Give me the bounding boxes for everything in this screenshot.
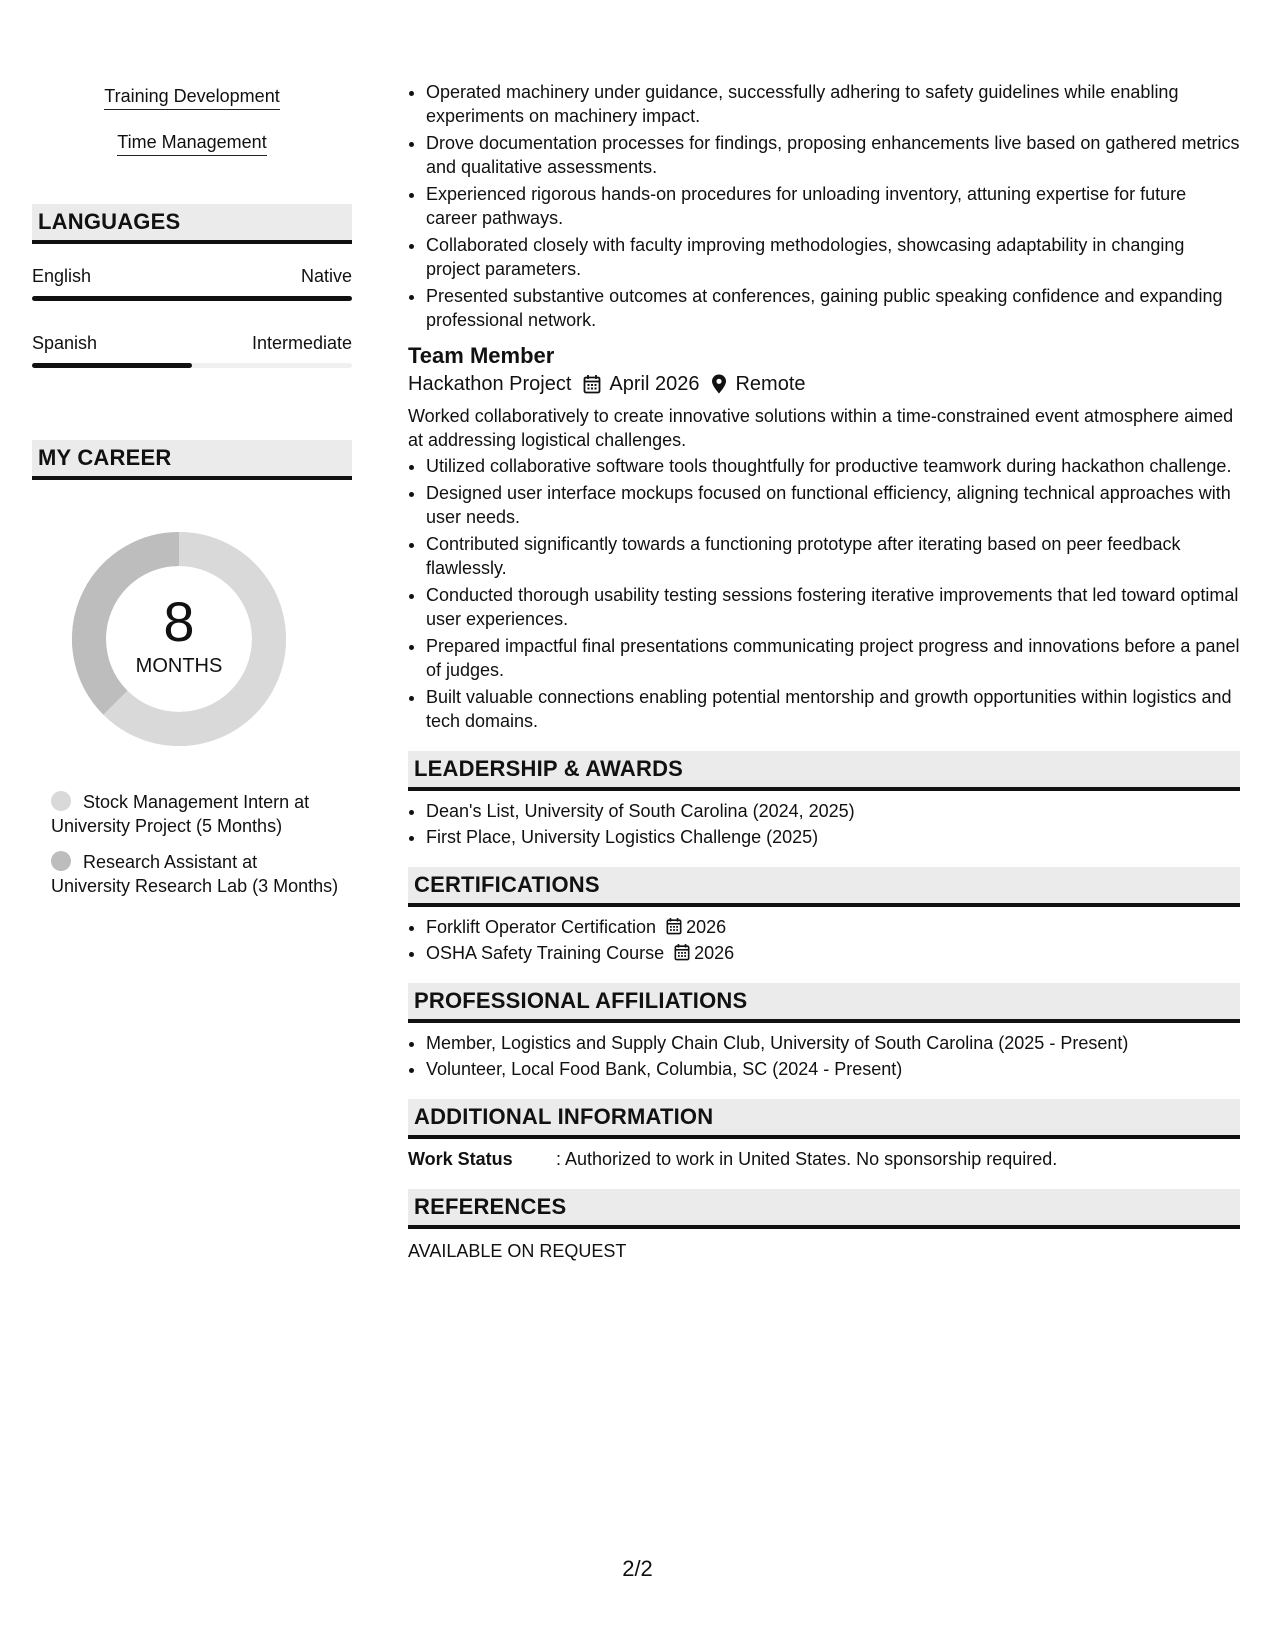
- job-description: Worked collaboratively to create innovative solutions within a time-constrained event atmosphere aimed at addressing logistical challenges.: [408, 406, 1234, 450]
- language-proficiency-bar: [32, 296, 352, 301]
- right-column: [408, 80, 1240, 1263]
- affiliations-heading: PROFESSIONAL AFFILIATIONS: [408, 983, 1240, 1023]
- list-item: • Dean's List, University of South Carolina (2024, 2025): [426, 799, 1240, 823]
- legend-dot: [51, 791, 71, 811]
- job-meta: [408, 370, 1240, 398]
- language-proficiency-fill: [32, 296, 352, 301]
- languages-section: [32, 204, 352, 368]
- certification-name: OSHA Safety Training Course: [426, 943, 665, 963]
- certifications-heading: CERTIFICATIONS: [408, 867, 1240, 907]
- language-name: Spanish: [32, 333, 98, 353]
- legend-dot: [51, 851, 71, 871]
- references-heading: REFERENCES: [408, 1189, 1240, 1229]
- list-item: • Collaborated closely with faculty improving methodologies, showcasing adaptability in changing project parameters.: [426, 233, 1240, 281]
- additional-info-heading: ADDITIONAL INFORMATION: [408, 1099, 1240, 1139]
- list-item: • Contributed significantly towards a functioning prototype after iterating based on peer feedback flawlessly.: [426, 532, 1240, 580]
- career-legend-label: Stock Management Intern at University Project (5 Months): [51, 792, 310, 836]
- list-item: • Operated machinery under guidance, successfully adhering to safety guidelines while enabling experiments on machinery impact.: [426, 80, 1240, 128]
- left-column: [32, 84, 352, 910]
- list-item: • Conducted thorough usability testing sessions fostering iterative improvements that led toward optimal user experiences.: [426, 583, 1240, 631]
- language-item-english: [32, 264, 352, 301]
- language-row: [32, 331, 352, 355]
- language-proficiency-fill: [32, 363, 192, 368]
- language-level: Native: [300, 266, 352, 286]
- affiliations-section: [408, 983, 1240, 1081]
- certification-year: 2026: [694, 943, 735, 963]
- references-section: [408, 1189, 1240, 1263]
- references-text: AVAILABLE ON REQUEST: [408, 1241, 627, 1261]
- certification-year: 2026: [686, 917, 727, 937]
- language-row: [32, 264, 352, 288]
- location-pin-icon: [711, 374, 727, 394]
- language-item-spanish: [32, 331, 352, 368]
- leadership-section: [408, 751, 1240, 849]
- list-item: • Built valuable connections enabling potential mentorship and growth opportunities within logistics and tech domains.: [426, 685, 1240, 733]
- list-item: [426, 941, 1240, 965]
- list-item: • Member, Logistics and Supply Chain Club, University of South Carolina (2025 - Present): [426, 1031, 1240, 1055]
- previous-job-bullets: [408, 80, 1240, 332]
- donut-center: [64, 524, 294, 754]
- language-proficiency-bar: [32, 363, 352, 368]
- leadership-heading: LEADERSHIP & AWARDS: [408, 751, 1240, 791]
- list-item: • Utilized collaborative software tools thoughtfully for productive teamwork during hackathon challenge.: [426, 454, 1240, 478]
- list-item: • Drove documentation processes for findings, proposing enhancements live based on gathered metrics and qualitative assessments.: [426, 131, 1240, 179]
- certifications-section: [408, 867, 1240, 965]
- calendar-icon: [583, 374, 601, 394]
- work-status-row: [408, 1147, 1240, 1171]
- career-legend: [32, 790, 341, 898]
- job-organization: Hackathon Project: [408, 373, 572, 395]
- list-item: [426, 915, 1240, 939]
- job-date: April 2026: [609, 373, 700, 395]
- certification-name: Forklift Operator Certification: [426, 917, 657, 937]
- list-item: • Volunteer, Local Food Bank, Columbia, SC (2024 - Present): [426, 1057, 1240, 1081]
- work-status-value: : Authorized to work in United States. No sponsorship required.: [556, 1149, 1058, 1169]
- language-level: Intermediate: [251, 333, 352, 353]
- page-number: 2/2: [622, 1556, 653, 1581]
- career-section: [32, 440, 352, 898]
- certifications-list: [408, 915, 1240, 965]
- list-item: • Designed user interface mockups focused on functional efficiency, aligning technical approaches with user needs.: [426, 481, 1240, 529]
- career-heading: MY CAREER: [32, 440, 352, 480]
- work-status-label: Work Status: [408, 1149, 513, 1169]
- calendar-icon: [666, 917, 682, 935]
- language-name: English: [32, 266, 92, 286]
- skill-time-management: Time Management: [117, 130, 266, 156]
- job-bullets: [408, 454, 1240, 733]
- calendar-icon: [674, 943, 690, 961]
- languages-heading: LANGUAGES: [32, 204, 352, 244]
- affiliations-list: [408, 1031, 1240, 1081]
- career-legend-label: Research Assistant at University Research Lab (3 Months): [51, 852, 339, 896]
- job-location: Remote: [735, 373, 806, 395]
- list-item: • Experienced rigorous hands-on procedures for unloading inventory, attuning expertise for future career pathways.: [426, 182, 1240, 230]
- career-donut-chart: [64, 524, 294, 754]
- career-legend-item: [51, 790, 341, 838]
- leadership-list: [408, 799, 1240, 849]
- list-item: • First Place, University Logistics Challenge (2025): [426, 825, 1240, 849]
- career-total-months: 8: [163, 590, 195, 653]
- career-legend-item: [51, 850, 341, 898]
- list-item: • Prepared impactful final presentations communicating project progress and innovations before a panel of judges.: [426, 634, 1240, 682]
- job-entry: [408, 342, 1240, 733]
- list-item: • Presented substantive outcomes at conferences, gaining public speaking confidence and expanding professional network.: [426, 284, 1240, 332]
- career-total-unit: MONTHS: [135, 655, 223, 677]
- additional-info-section: [408, 1099, 1240, 1171]
- job-title: Team Member: [408, 343, 555, 368]
- skill-training-development: Training Development: [104, 84, 279, 110]
